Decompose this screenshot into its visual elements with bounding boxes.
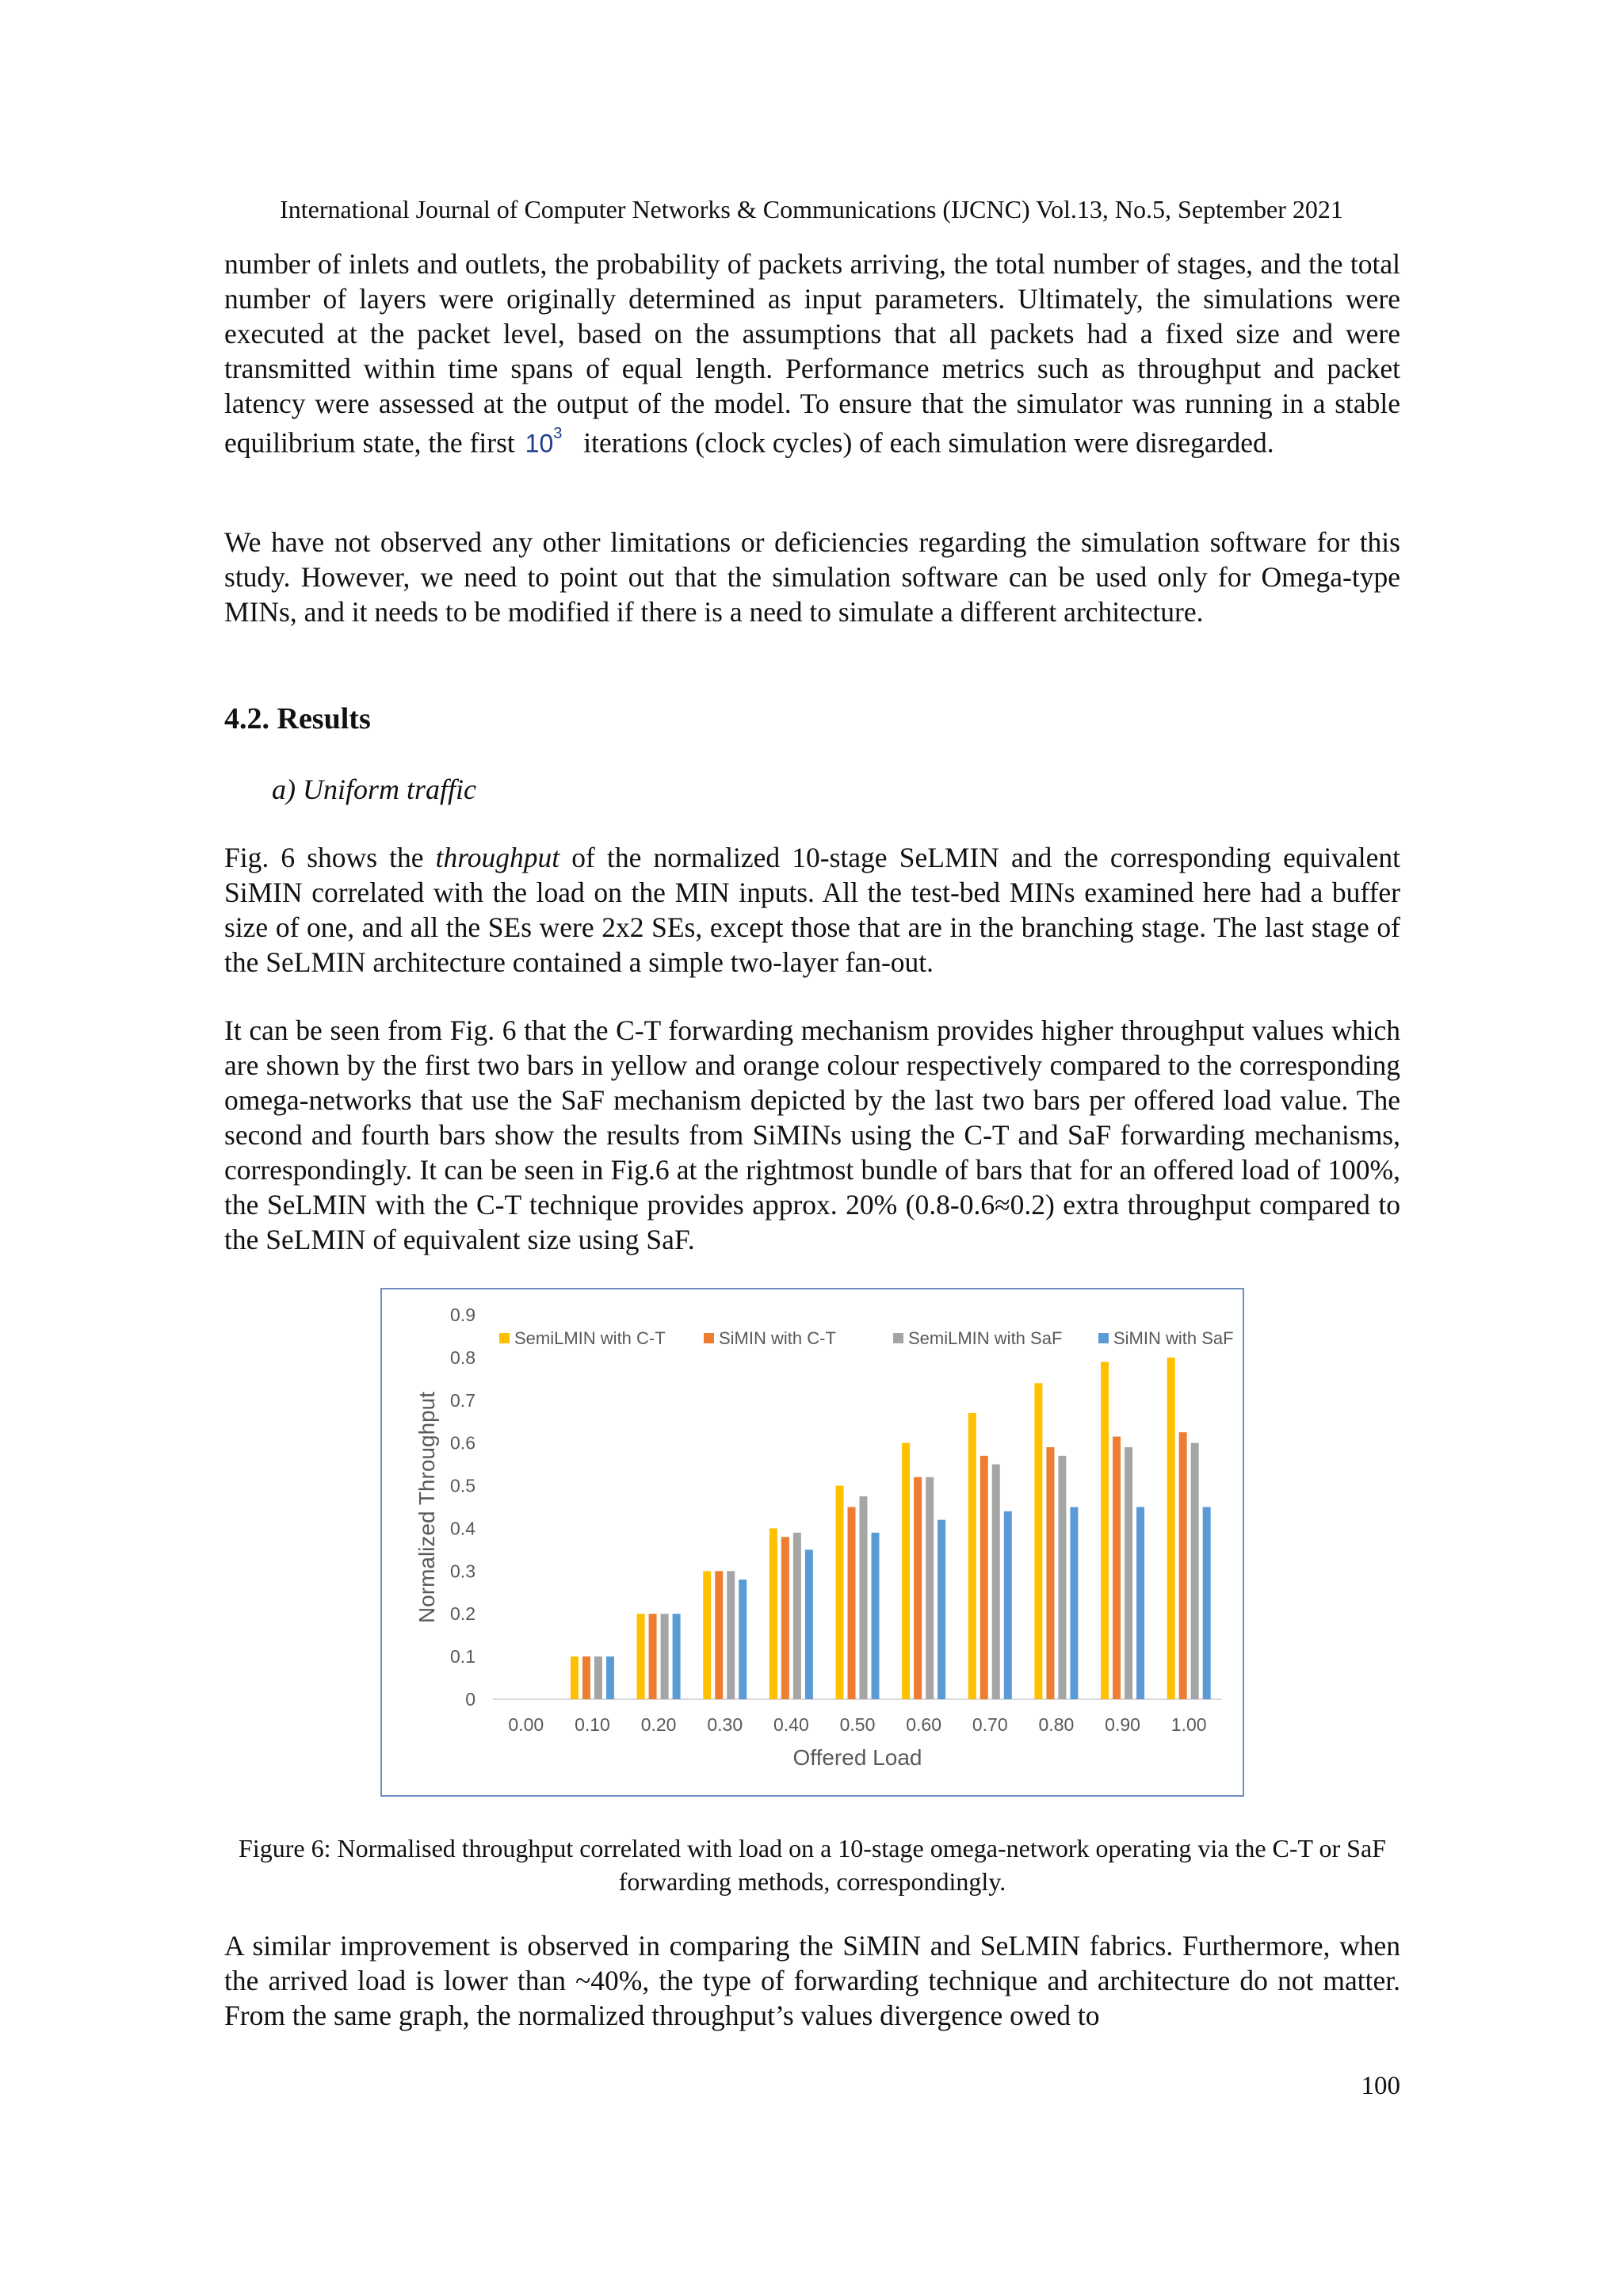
y-tick-label: 0.6 xyxy=(450,1432,475,1454)
para1-text-after: iterations (clock cycles) of each simulation were disregarded. xyxy=(583,426,1274,459)
bar xyxy=(1058,1456,1066,1699)
paragraph-fig6-analysis: It can be seen from Fig. 6 that the C-T forwarding mechanism provides higher throughput values which are shown by the first two bars in yellow and orange colour respectively compared to the corresponding omega-networks that use the SaF mechanism depicted by the last two bars per offered load value. The second and fourth bars show the results from SiMINs using the C-T and SaF forwarding mechanisms, correspondingly. It can be seen in Fig.6 at the rightmost bundle of bars that for an offered load of 100%, the SeLMIN with the C-T technique provides approx. 20% (0.8-0.6≈0.2) extra throughput compared to the SeLMIN of equivalent size using SaF. xyxy=(224,1014,1400,1255)
bar xyxy=(703,1571,711,1699)
y-tick-label: 0.3 xyxy=(450,1561,475,1582)
bar xyxy=(781,1537,789,1699)
legend-label: SiMIN with C-T xyxy=(719,1328,836,1348)
paragraph-fig6-description xyxy=(224,840,1400,980)
y-tick-label: 0.1 xyxy=(450,1646,475,1668)
x-tick-label: 0.00 xyxy=(508,1714,544,1735)
bar xyxy=(649,1614,657,1699)
bar xyxy=(1046,1447,1054,1699)
bar xyxy=(860,1496,868,1699)
x-tick-label: 0.10 xyxy=(575,1714,610,1735)
power-of-ten-image xyxy=(525,421,563,461)
bar xyxy=(637,1614,645,1699)
x-tick-label: 0.60 xyxy=(906,1714,942,1735)
para3-emphasis: throughput xyxy=(435,842,560,873)
bar xyxy=(938,1520,945,1699)
bar xyxy=(1125,1447,1132,1699)
throughput-bar-chart xyxy=(382,1289,1243,1795)
journal-header: International Journal of Computer Networks & Communications (IJCNC) Vol.13, No.5, September 2021 xyxy=(280,195,1343,223)
bar xyxy=(769,1528,777,1699)
bar xyxy=(739,1580,747,1699)
bar xyxy=(1101,1362,1109,1699)
y-tick-label: 0.9 xyxy=(450,1305,475,1325)
x-axis-title: Offered Load xyxy=(792,1745,922,1770)
power-exponent: 3 xyxy=(553,425,563,442)
page-number: 100 xyxy=(1361,2072,1400,2100)
legend-label: SiMIN with SaF xyxy=(1113,1328,1234,1348)
y-tick-label: 0.4 xyxy=(450,1518,475,1539)
bar xyxy=(727,1571,735,1699)
x-tick-label: 0.90 xyxy=(1105,1714,1140,1735)
legend-label: SemiLMIN with C-T xyxy=(514,1328,666,1348)
bar xyxy=(848,1507,856,1700)
legend-swatch xyxy=(704,1333,714,1343)
x-tick-label: 0.30 xyxy=(707,1714,743,1735)
y-tick-label: 0.5 xyxy=(450,1475,475,1496)
bar xyxy=(594,1656,602,1699)
bar xyxy=(805,1549,813,1699)
bar xyxy=(1113,1437,1121,1699)
y-tick-label: 0 xyxy=(465,1689,475,1710)
legend-swatch xyxy=(499,1333,510,1343)
bar xyxy=(582,1656,590,1699)
bar xyxy=(914,1477,922,1699)
bar xyxy=(1167,1358,1175,1699)
para1-text-before: number of inlets and outlets, the probability of packets arriving, the total number of stages, and the total number of layers were originally determined as input parameters. Ultimately, the simulations were executed at the packet level, based on the assumptions that all packets had a fixed size and were transmitted within time spans of equal length. Performance metrics such as throughput and packet latency were assessed at the output of the model. To ensure that the simulator was running in a stable equilibrium state, the first xyxy=(224,248,1400,459)
bar xyxy=(1203,1507,1211,1700)
power-base: 10 xyxy=(525,429,554,458)
bar xyxy=(926,1477,934,1699)
subsection-title: a) Uniform traffic xyxy=(272,774,476,805)
para3-text-before: Fig. 6 shows the xyxy=(224,842,424,873)
bar xyxy=(980,1456,988,1699)
x-tick-label: 0.80 xyxy=(1038,1714,1075,1735)
x-tick-label: 0.50 xyxy=(839,1714,876,1735)
y-axis-title: Normalized Throughput xyxy=(414,1391,439,1624)
bar xyxy=(1070,1507,1078,1700)
bar xyxy=(968,1413,976,1699)
x-tick-label: 0.40 xyxy=(773,1714,809,1735)
paragraph-limitations: We have not observed any other limitations or deficiencies regarding the simulation software for this study. However, we need to point out that the simulation software can be used only for Omega-type MINs, and it needs to be modified if there is a need to simulate a different architecture. xyxy=(224,526,1400,628)
figure-6 xyxy=(380,1288,1244,1797)
paragraph-improvement: A similar improvement is observed in comparing the SiMIN and SeLMIN fabrics. Furthermore, when the arrived load is lower than ~40%, the type of forwarding technique and architecture do not matter. From the same graph, the normalized throughput’s values divergence owed to xyxy=(224,1930,1400,2031)
bar xyxy=(1136,1507,1144,1700)
bar xyxy=(793,1533,801,1699)
x-tick-label: 1.00 xyxy=(1170,1714,1207,1735)
bar xyxy=(1191,1443,1199,1699)
bar xyxy=(1179,1432,1187,1699)
legend-swatch xyxy=(1098,1333,1109,1343)
paragraph-simulation-setup xyxy=(224,246,1400,461)
x-tick-label: 0.20 xyxy=(640,1714,677,1735)
bar xyxy=(715,1571,723,1699)
bar xyxy=(872,1533,880,1699)
bar xyxy=(571,1656,579,1699)
bar xyxy=(902,1443,910,1699)
bar xyxy=(661,1614,669,1699)
figure-caption: Figure 6: Normalised throughput correlated with load on a 10-stage omega-network operating via the C-T or SaF forwarding methods, correspondingly. xyxy=(239,1834,1386,1896)
bar xyxy=(1034,1383,1042,1699)
bar xyxy=(1004,1511,1012,1699)
para3-text-after: of the normalized 10-stage SeLMIN and the corresponding equivalent SiMIN correlated with the load on the MIN inputs. All the test-bed MINs examined here had a buffer size of one, and all the SEs were 2x2 SEs, except those that are in the branching stage. The last stage of the SeLMIN architecture contained a simple two-layer fan-out. xyxy=(224,842,1401,978)
section-title: 4.2. Results xyxy=(224,702,371,735)
bar xyxy=(836,1486,844,1699)
y-tick-label: 0.2 xyxy=(450,1603,475,1625)
bar xyxy=(606,1656,614,1699)
legend-label: SemiLMIN with SaF xyxy=(908,1328,1063,1348)
y-tick-label: 0.7 xyxy=(450,1389,475,1411)
bar xyxy=(992,1465,1000,1699)
x-tick-label: 0.70 xyxy=(972,1714,1008,1735)
bar xyxy=(673,1614,681,1699)
y-tick-label: 0.8 xyxy=(450,1347,475,1368)
legend-swatch xyxy=(893,1333,903,1343)
